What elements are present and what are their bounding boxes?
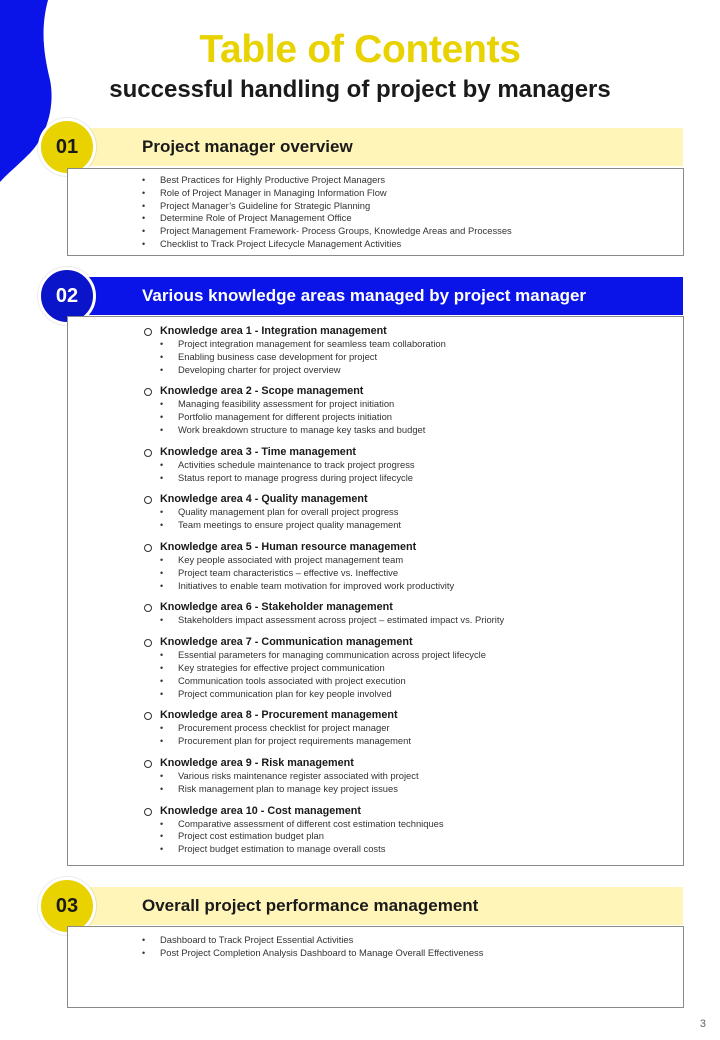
list-item: • Role of Project Manager in Managing Information Flow bbox=[142, 187, 683, 200]
list-item: • Project communication plan for key people involved bbox=[142, 688, 683, 701]
list-item: • Post Project Completion Analysis Dashboard to Manage Overall Effectiveness bbox=[142, 947, 683, 960]
list-item: • Checklist to Track Project Lifecycle Management Activities bbox=[142, 238, 683, 251]
knowledge-area-9 bbox=[142, 756, 683, 796]
list-item: • Initiatives to enable team motivation for improved work productivity bbox=[142, 580, 683, 593]
section-1-number: 01 bbox=[55, 135, 79, 158]
knowledge-area-title: Knowledge area 9 - Risk management bbox=[142, 756, 683, 770]
section-2-number: 02 bbox=[55, 284, 79, 307]
list-item: • Project Manager’s Guideline for Strategic Planning bbox=[142, 200, 683, 213]
knowledge-area-10 bbox=[142, 804, 683, 856]
list-item: • Work breakdown structure to manage key tasks and budget bbox=[142, 424, 683, 437]
list-item: • Project budget estimation to manage overall costs bbox=[142, 843, 683, 856]
section-3-title: Overall project performance management bbox=[142, 896, 479, 915]
knowledge-area-title: Knowledge area 5 - Human resource management bbox=[142, 540, 683, 554]
knowledge-area-8 bbox=[142, 708, 683, 748]
list-item: • Quality management plan for overall project progress bbox=[142, 506, 683, 519]
knowledge-area-title: Knowledge area 8 - Procurement management bbox=[142, 708, 683, 722]
page-subtitle: successful handling of project by managers bbox=[109, 76, 611, 103]
list-item: • Developing charter for project overview bbox=[142, 364, 683, 377]
page-number: 3 bbox=[699, 1018, 706, 1030]
knowledge-area-title: Knowledge area 4 - Quality management bbox=[142, 492, 683, 506]
list-item: • Key people associated with project management team bbox=[142, 554, 683, 567]
knowledge-area-title: Knowledge area 2 - Scope management bbox=[142, 384, 683, 398]
section-2-title: Various knowledge areas managed by project manager bbox=[142, 286, 587, 305]
knowledge-area-4 bbox=[142, 492, 683, 532]
list-item: • Procurement plan for project requirements management bbox=[142, 735, 683, 748]
knowledge-area-title: Knowledge area 3 - Time management bbox=[142, 445, 683, 459]
section-2-content-box bbox=[67, 316, 684, 866]
list-item: • Project cost estimation budget plan bbox=[142, 830, 683, 843]
section-3-content-box bbox=[67, 926, 684, 1008]
list-item: • Essential parameters for managing communication across project lifecycle bbox=[142, 649, 683, 662]
list-item: • Portfolio management for different projects initiation bbox=[142, 411, 683, 424]
section-2-header[interactable] bbox=[88, 277, 683, 315]
knowledge-area-3 bbox=[142, 445, 683, 485]
list-item: • Project Management Framework- Process Groups, Knowledge Areas and Processes bbox=[142, 225, 683, 238]
section-3-number: 03 bbox=[55, 894, 79, 917]
list-item: • Various risks maintenance register associated with project bbox=[142, 770, 683, 783]
page-title: Table of Contents bbox=[199, 28, 521, 71]
section-3-header[interactable] bbox=[88, 887, 683, 925]
knowledge-area-7 bbox=[142, 635, 683, 700]
section-3-list bbox=[142, 934, 683, 960]
list-item: • Project team characteristics – effective vs. Ineffective bbox=[142, 567, 683, 580]
knowledge-area-title: Knowledge area 1 - Integration management bbox=[142, 324, 683, 338]
list-item: • Status report to manage progress during project lifecycle bbox=[142, 472, 683, 485]
knowledge-area-2 bbox=[142, 384, 683, 436]
list-item: • Procurement process checklist for project manager bbox=[142, 722, 683, 735]
section-1-content-box bbox=[67, 168, 684, 256]
knowledge-area-5 bbox=[142, 540, 683, 592]
list-item: • Dashboard to Track Project Essential Activities bbox=[142, 934, 683, 947]
list-item: • Best Practices for Highly Productive Project Managers bbox=[142, 174, 683, 187]
list-item: • Enabling business case development for project bbox=[142, 351, 683, 364]
list-item: • Communication tools associated with project execution bbox=[142, 675, 683, 688]
knowledge-area-title: Knowledge area 10 - Cost management bbox=[142, 804, 683, 818]
section-1-header[interactable] bbox=[88, 128, 683, 166]
list-item: • Key strategies for effective project communication bbox=[142, 662, 683, 675]
list-item: • Risk management plan to manage key project issues bbox=[142, 783, 683, 796]
list-item: • Project integration management for seamless team collaboration bbox=[142, 338, 683, 351]
list-item: • Determine Role of Project Management Office bbox=[142, 212, 683, 225]
list-item: • Comparative assessment of different cost estimation techniques bbox=[142, 818, 683, 831]
knowledge-area-6 bbox=[142, 600, 683, 627]
section-1-title: Project manager overview bbox=[142, 137, 353, 156]
section-1-list bbox=[142, 174, 683, 251]
knowledge-area-1 bbox=[142, 324, 683, 376]
list-item: • Activities schedule maintenance to track project progress bbox=[142, 459, 683, 472]
list-item: • Managing feasibility assessment for project initiation bbox=[142, 398, 683, 411]
list-item: • Stakeholders impact assessment across project – estimated impact vs. Priority bbox=[142, 614, 683, 627]
knowledge-area-title: Knowledge area 7 - Communication management bbox=[142, 635, 683, 649]
knowledge-area-title: Knowledge area 6 - Stakeholder management bbox=[142, 600, 683, 614]
list-item: • Team meetings to ensure project quality management bbox=[142, 519, 683, 532]
